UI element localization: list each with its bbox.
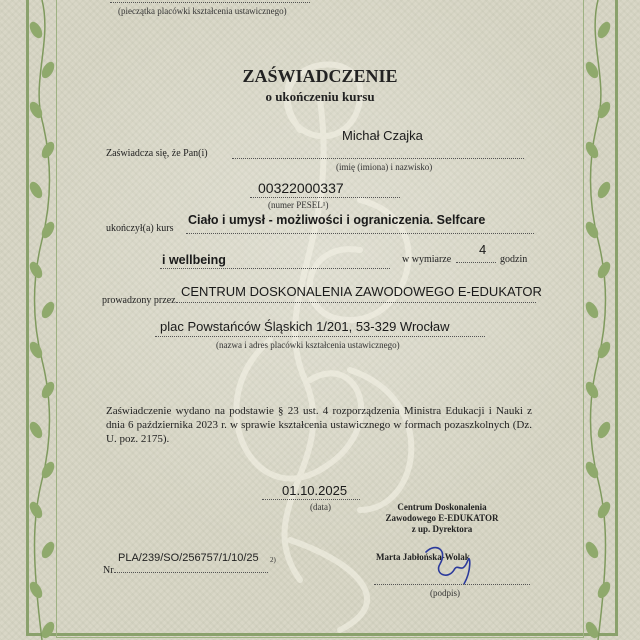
date-caption: (data) — [310, 502, 331, 512]
handwritten-signature — [418, 540, 478, 588]
document-title: ZAŚWIADCZENIE — [242, 66, 398, 86]
school-stamp-line — [110, 2, 310, 3]
hours-label: w wymiarze — [402, 254, 452, 265]
number-line — [114, 572, 268, 573]
organization-stamp — [362, 502, 522, 535]
certificate-number: PLA/239/SO/256757/1/10/25 — [118, 552, 259, 564]
issue-date: 01.10.2025 — [282, 483, 348, 498]
document-subtitle: o ukończeniu kursu — [265, 89, 375, 104]
pesel-number: 00322000337 — [258, 180, 344, 196]
person-name: Michał Czajka — [342, 128, 423, 143]
hours-line — [456, 262, 496, 263]
organizer-line1 — [176, 302, 536, 303]
school-stamp-caption: (pieczątka placówki kształcenia ustawicznego) — [118, 6, 287, 16]
course-line1 — [186, 233, 534, 234]
signature-caption: (podpis) — [430, 588, 460, 598]
legal-basis-text: Zaświadczenie wydano na podstawie § 23 ust. 4 rozporządzenia Ministra Edukacji i Nauki z dnia 6 października 2023 r. w sprawie kształcenia ustawicznego w formach pozaszkolnych (Dz. U. poz. 2175). — [106, 405, 532, 445]
organizer-name: CENTRUM DOSKONALENIA ZAWODOWEGO E-EDUKATOR — [181, 284, 542, 299]
course-line2 — [160, 268, 390, 269]
pesel-line — [250, 197, 400, 198]
person-name-line — [232, 158, 524, 159]
hours-unit: godzin — [500, 254, 528, 265]
signature-line — [374, 584, 530, 585]
person-label: Zaświadcza się, że Pan(i) — [106, 148, 208, 159]
organizer-label: prowadzony przez — [102, 295, 176, 306]
course-label: ukończył(a) kurs — [106, 223, 174, 234]
stamp-line1: Centrum Doskonalenia — [397, 502, 487, 512]
course-title-line2: i wellbeing — [162, 253, 226, 267]
stamp-line3: z up. Dyrektora — [411, 524, 473, 534]
organizer-caption: (nazwa i adres placówki kształcenia ustawicznego) — [216, 340, 400, 350]
hours-value: 4 — [479, 242, 487, 257]
signer-name: Marta Jabłońska-Wolak — [376, 552, 470, 562]
pesel-caption: (numer PESEL¹) — [268, 200, 329, 210]
person-name-caption: (imię (imiona) i nazwisko) — [336, 162, 433, 172]
organizer-address: plac Powstańców Śląskich 1/201, 53-329 Wrocław — [160, 319, 450, 334]
organizer-line2 — [155, 336, 485, 337]
date-line — [262, 499, 360, 500]
course-title-line1: Ciało i umysł - możliwości i ograniczenia. Selfcare — [188, 213, 486, 227]
number-footnote: 2) — [270, 556, 276, 564]
number-label: Nr — [103, 565, 114, 576]
stamp-line2: Zawodowego E-EDUKATOR — [385, 513, 499, 523]
